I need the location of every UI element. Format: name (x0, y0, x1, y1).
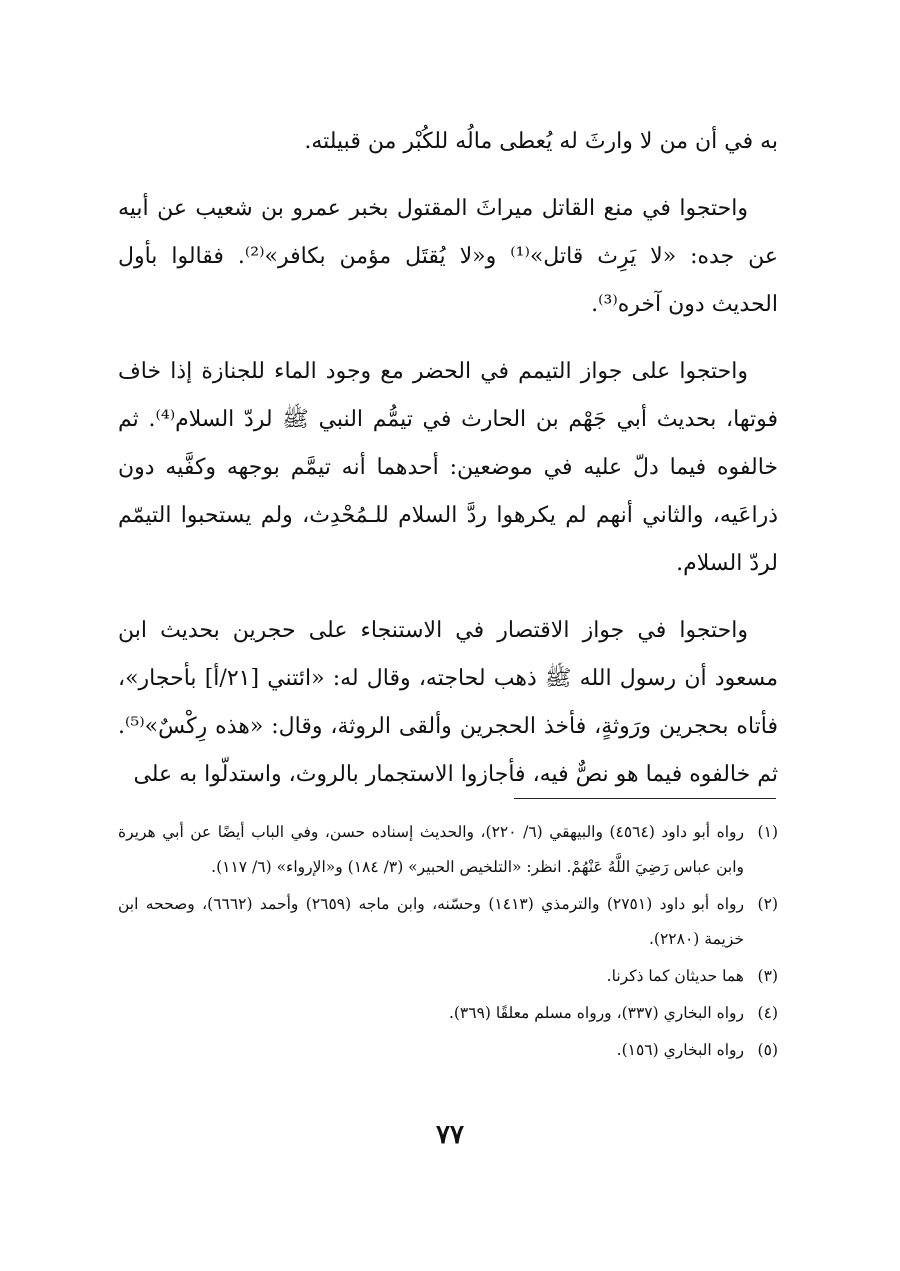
footnote-text: رواه أبو داود (٢٧٥١) والترمذي (١٤١٣) وحسّنه، وابن ماجه (٢٦٥٩) وأحمد (٦٦٦٢)، وصححه ابن خزيمة (٢٢٨٠). (118, 895, 744, 948)
footnote-text: هما حديثان كما ذكرنا. (606, 967, 744, 985)
footnotes (118, 815, 778, 1070)
paragraph-1: به في أن من لا وارثَ له يُعطى مالُه للكُبْر من قبيلته. (304, 129, 778, 154)
footnote-2 (118, 887, 778, 957)
footnote-number: (٢) (757, 895, 778, 913)
footnote-3 (118, 959, 778, 994)
footnote-number: (٣) (757, 967, 778, 985)
footnote-1 (118, 815, 778, 885)
footnote-number: (٥) (757, 1041, 778, 1059)
footnote-text: رواه أبو داود (٤٥٦٤) والبيهقي (٦/ ٢٢٠)، والحديث إسناده حسن، وفي الباب أيضًا عن أبي هريرة وابن عباس رَضِيَ اللَّهُ عَنْهُمْ. انظر: «التلخيص الحبير» (٣/ ١٨٤) و«الإرواء» (٦/ ١١٧). (118, 823, 744, 876)
main-text (118, 118, 778, 818)
paragraph-3: واحتجوا على جواز التيمم في الحضر مع وجود الماء للجنازة إذا خاف فوتها، بحديث أبي جَهْم بن الحارث في تيمُّم النبي ﷺ لردّ السلام⁽⁴⁾. ثم خالفوه فيما دلّ عليه في موضعين: أحدهما أنه تيمَّم بوجهه وكفَّيه دون ذراعَيه، والثاني أنهم لم يكرهوا ردَّ السلام للـمُحْدِث، ولم يستحبوا التيمّم لردّ السلام. (118, 359, 778, 576)
footnote-number: (٤) (757, 1004, 778, 1022)
footnote-divider (514, 798, 776, 799)
paragraph-4: واحتجوا في جواز الاقتصار في الاستنجاء على حجرين بحديث ابن مسعود أن رسول الله ﷺ ذهب لحاجته، وقال له: «ائتني [٢١/أ] بأحجار»، فأتاه بحجرين ورَوثةٍ، فأخذ الحجرين وألقى الروثة، وقال: «هذه رِكْسٌ»⁽⁵⁾. ثم خالفوه فيما هو نصٌّ فيه، فأجازوا الاستجمار بالروث، واستدلّوا به على (118, 618, 778, 787)
paragraph-2: واحتجوا في منع القاتل ميراثَ المقتول بخبر عمرو بن شعيب عن أبيه عن جده: «لا يَرِث قاتل»⁽¹⁾ و«لا يُقتَل مؤمن بكافر»⁽²⁾. فقالوا بأول الحديث دون آخره⁽³⁾. (118, 196, 779, 317)
footnote-text: رواه البخاري (٣٣٧)، ورواه مسلم معلقًا (٣٦٩). (448, 1004, 744, 1022)
footnote-4 (118, 996, 778, 1031)
footnote-5 (118, 1033, 778, 1068)
page-number: ٧٧ (436, 1120, 464, 1150)
footnote-number: (١) (757, 823, 778, 841)
footnote-text: رواه البخاري (١٥٦). (616, 1041, 744, 1059)
